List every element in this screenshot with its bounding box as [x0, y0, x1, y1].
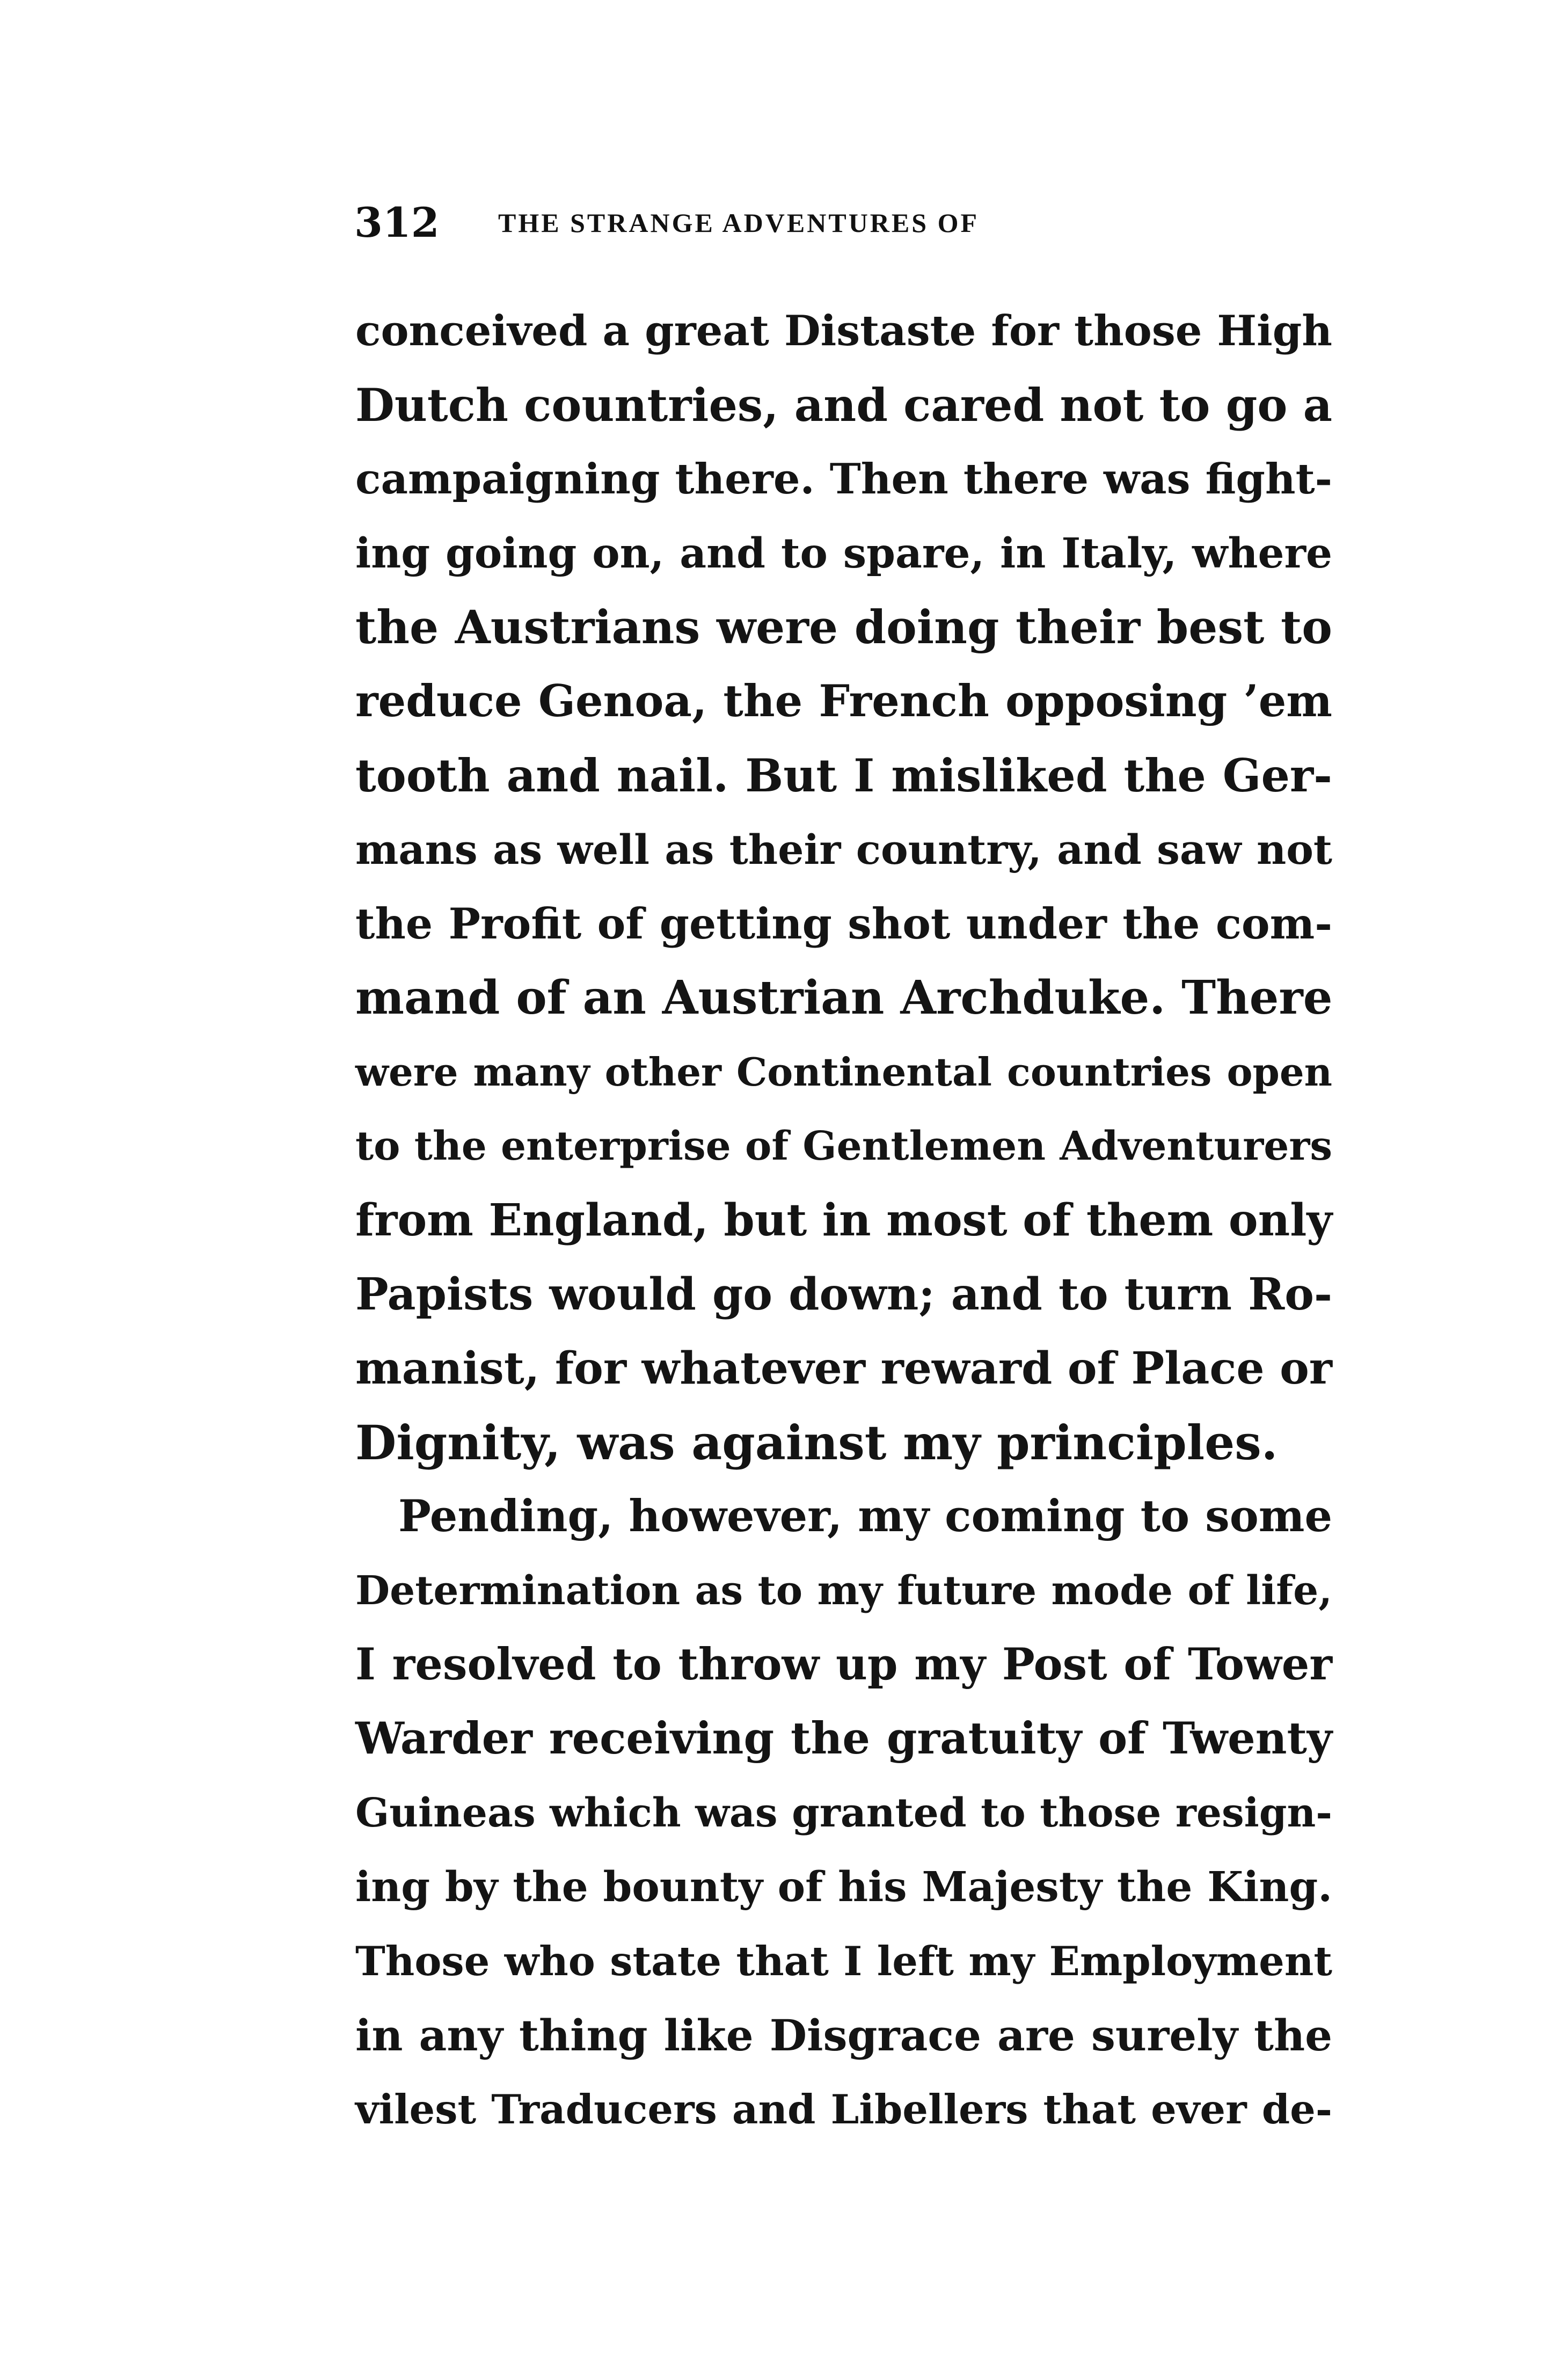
paragraph-start-line: Pending, however, my coming to some	[398, 1491, 1332, 1542]
text-line: Determination as to my future mode of life,	[355, 1568, 1332, 1614]
text-line: ing by the bounty of his Majesty the King.	[355, 1863, 1332, 1911]
text-line: were many other Continental countries open	[355, 1049, 1332, 1095]
text-line: manist, for whatever reward of Place or	[355, 1343, 1332, 1394]
text-line: I resolved to throw up my Post of Tower	[355, 1639, 1332, 1690]
text-line: to the enterprise of Gentlemen Adventurers	[355, 1123, 1332, 1169]
text-line: Those who state that I left my Employment	[355, 1938, 1332, 1985]
text-line: the Profit of getting shot under the com-	[355, 899, 1332, 949]
text-line: Guineas which was granted to those resign-	[355, 1790, 1332, 1836]
text-line: conceived a great Distaste for those High	[355, 307, 1332, 355]
text-line: Dutch countries, and cared not to go a	[355, 379, 1333, 432]
body-text	[355, 294, 1332, 2146]
page-number: 312	[354, 199, 440, 246]
text-line: Papists would go down; and to turn Ro-	[355, 1269, 1332, 1320]
text-line: the Austrians were doing their best to	[355, 601, 1332, 654]
text-line: vilest Traducers and Libellers that ever de-	[355, 2086, 1332, 2133]
text-line: Dignity, was against my principles.	[355, 1415, 1278, 1471]
text-line: Warder receiving the gratuity of Twenty	[355, 1713, 1332, 1764]
text-line: reduce Genoa, the French opposing ’em	[355, 676, 1332, 727]
page-header	[354, 201, 1342, 244]
text-line: ing going on, and to spare, in Italy, where	[355, 529, 1332, 578]
text-line: from England, but in most of them only	[355, 1195, 1332, 1246]
text-line: mans as well as their country, and saw not	[355, 826, 1332, 874]
text-line: in any thing like Disgrace are surely the	[355, 2010, 1332, 2061]
text-line: mand of an Austrian Archduke. There	[355, 971, 1333, 1025]
text-line: campaigning there. Then there was fight-	[355, 455, 1332, 504]
text-line: tooth and nail. But I misliked the Ger-	[355, 749, 1332, 802]
running-head: THE STRANGE ADVENTURES OF	[498, 208, 979, 238]
